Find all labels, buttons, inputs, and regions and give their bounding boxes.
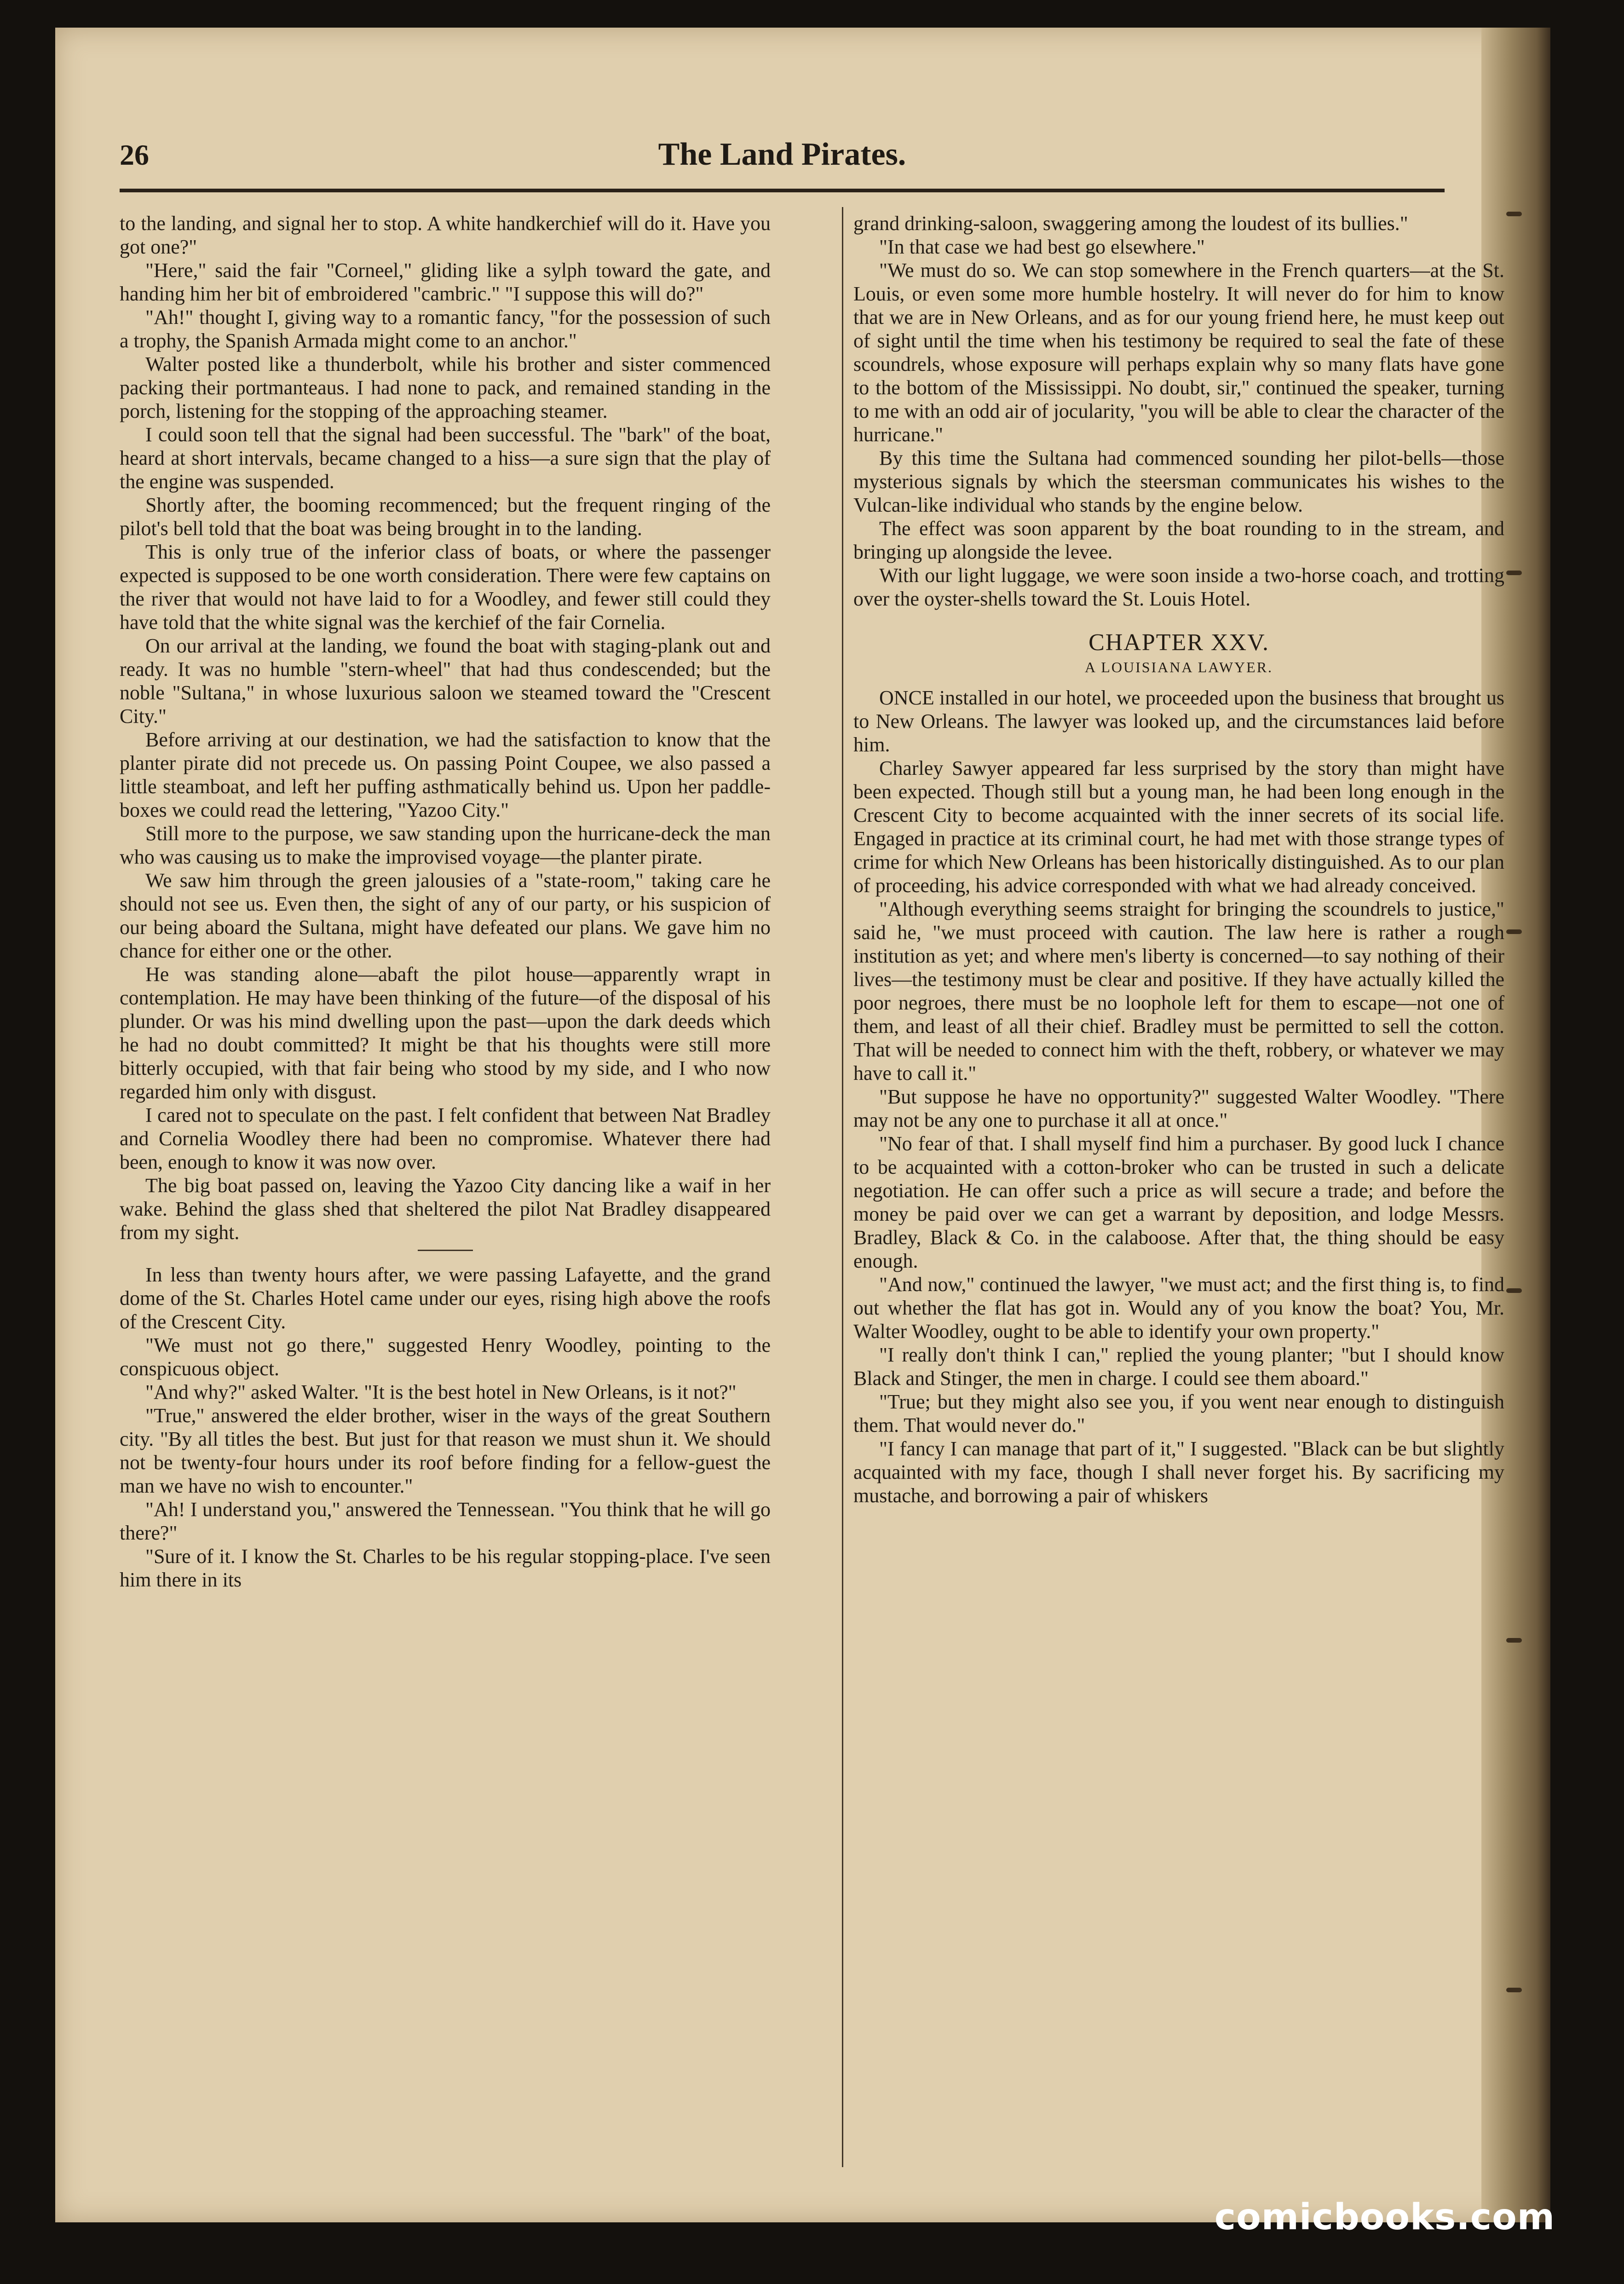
paragraph: The effect was soon apparent by the boat rounding to in the stream, and bringing up alongside the levee. — [853, 517, 1504, 563]
paragraph: "Although everything seems straight for bringing the scoundrels to justice," said he, "we must proceed with caution. The law here is rather a rough institution as yet; and where men's liberty is concerned—to say nothing of their lives—the testimony must be clear and positive. If they have actually killed the poor negroes, there must be no loophole left for them to escape—not one of them, and least of all their chief. Bradley must be permitted to sell the cotton. That will be needed to connect him with the theft, robbery, or whatever we may have to call it." — [853, 898, 1504, 1084]
binding-stitch — [1506, 1988, 1522, 1992]
paragraph: ONCE installed in our hotel, we proceeded upon the business that brought us to New Orleans. The lawyer was looked up, and the circumstances laid before him. — [853, 686, 1504, 756]
paragraph: "And why?" asked Walter. "It is the best hotel in New Orleans, is it not?" — [145, 1381, 737, 1403]
paragraph: to the landing, and signal her to stop. A white handkerchief will do it. Have you got one?" — [120, 212, 771, 258]
paragraph: "Ah! I understand you," answered the Tennessean. "You think that he will go there?" — [120, 1498, 771, 1544]
paragraph: "Ah!" thought I, giving way to a romantic fancy, "for the possession of such a trophy, the Spanish Armada might come to an anchor." — [120, 306, 771, 352]
section-break-rule — [418, 1250, 473, 1251]
right-column — [853, 212, 1504, 2181]
paragraph: "Here," said the fair "Corneel," gliding like a sylph toward the gate, and handing him her bit of embroidered "cambric." "I suppose this will do?" — [120, 259, 771, 305]
paragraph: Still more to the purpose, we saw standing upon the hurricane-deck the man who was causing us to make the improvised voyage—the planter pirate. — [120, 822, 771, 868]
paragraph: grand drinking-saloon, swaggering among the loudest of its bullies." — [853, 212, 1408, 235]
paragraph: "We must not go there," suggested Henry Woodley, pointing to the conspicuous object. — [120, 1334, 771, 1380]
running-title: The Land Pirates. — [658, 137, 906, 172]
binding-stitch — [1506, 1638, 1522, 1643]
paragraph: "We must do so. We can stop somewhere in the French quarters—at the St. Louis, or even some more humble hostelry. It will never do for him to know that we are in New Orleans, and as for our young friend here, he must keep out of sight until the time when his testimony be required to seal the fate of these scoundrels, whose exposure will perhaps explain why so many flats have gone to the bottom of the Mississippi. No doubt, sir," continued the speaker, turning to me with an odd air of jocularity, "you will be able to clear the character of the hurricane." — [853, 259, 1504, 446]
book-page — [55, 28, 1550, 2222]
paragraph: "True," answered the elder brother, wiser in the ways of the great Southern city. "By all titles the best. But just for that reason we must shun it. We should not be twenty-four hours under its roof before finding for a fellow-guest the man we have no wish to encounter." — [120, 1404, 771, 1497]
paragraph: With our light luggage, we were soon inside a two-horse coach, and trotting over the oyster-shells toward the St. Louis Hotel. — [853, 564, 1504, 610]
paragraph: Charley Sawyer appeared far less surprised by the story than might have been expected. Though still but a young man, he had been long enough in the Crescent City to become acquainted with the inner secrets of its social life. Engaged in practice at its criminal court, he had met with those strange types of crime for which New Orleans has been historically distinguished. As to our plan of proceeding, his advice corresponded with what we had already conceived. — [853, 757, 1504, 897]
left-column — [120, 212, 771, 2181]
column-divider — [842, 207, 843, 2167]
paragraph: We saw him through the green jalousies of a "state-room," taking care he should not see us. Even then, the sight of any of our party, or his suspicion of our being aboard the Sultana, might have defeated our plans. We gave him no chance for either one or the other. — [120, 869, 771, 962]
paragraph: "I fancy I can manage that part of it," I suggested. "Black can be but slightly acquainted with my face, though I shall never forget his. By sacrificing my mustache, and borrowing a pair of whiskers — [853, 1437, 1504, 1507]
paragraph: This is only true of the inferior class of boats, or where the passenger expected is supposed to be one worth consideration. There were few captains on the river that would not have laid to for a Woodley, and fewer still could they have told that the white signal was the kerchief of the fair Cornelia. — [120, 541, 771, 634]
page-number: 26 — [120, 138, 149, 171]
paragraph: "Sure of it. I know the St. Charles to be his regular stopping-place. I've seen him there in its — [120, 1545, 771, 1591]
paragraph: "But suppose he have no opportunity?" suggested Walter Woodley. "There may not be any one to purchase it all at once." — [853, 1085, 1504, 1131]
paragraph: By this time the Sultana had commenced sounding her pilot-bells—those mysterious signals by which the steersman communicates his wishes to the Vulcan-like individual who stands by the engine below. — [853, 447, 1504, 516]
binding-stitch — [1506, 571, 1522, 575]
paragraph: "In that case we had best go elsewhere." — [879, 236, 1205, 258]
paragraph: "I really don't think I can," replied the young planter; "but I should know Black and Stinger, the men in charge. I could see them aboard." — [853, 1344, 1504, 1390]
paragraph: "No fear of that. I shall myself find him a purchaser. By good luck I chance to be acquainted with a cotton-broker who can be trusted in such a delicate negotiation. He can offer such a price as will secure a trade; and before the money be paid over we can get a warrant by deposition, and lodge Messrs. Bradley, Black & Co. in the calaboose. After that, the thing should be easy enough. — [853, 1132, 1504, 1272]
paragraph: Walter posted like a thunderbolt, while his brother and sister commenced packing their portmanteaus. I had none to pack, and remained standing in the porch, listening for the stopping of the approaching steamer. — [120, 353, 771, 422]
chapter-title: CHAPTER XXV. — [1088, 629, 1269, 656]
paragraph: I cared not to speculate on the past. I felt confident that between Nat Bradley and Cornelia Woodley there had been no compromise. Whatever there had been, enough to know it was now over. — [120, 1104, 771, 1173]
site-watermark: comicbooks.com — [1214, 2197, 1555, 2238]
paragraph: The big boat passed on, leaving the Yazoo City dancing like a waif in her wake. Behind the glass shed that sheltered the pilot Nat Bradley disappeared from my sight. — [120, 1174, 771, 1244]
page-header — [120, 120, 1445, 192]
paragraph: "True; but they might also see you, if you went near enough to distinguish them. That would never do." — [853, 1390, 1504, 1436]
paragraph: In less than twenty hours after, we were passing Lafayette, and the grand dome of the St. Charles Hotel came under our eyes, rising high above the roofs of the Crescent City. — [120, 1263, 771, 1333]
paragraph: Shortly after, the booming recommenced; but the frequent ringing of the pilot's bell told that the boat was being brought in to the landing. — [120, 494, 771, 540]
paragraph: I could soon tell that the signal had been successful. The "bark" of the boat, heard at short intervals, became changed to a hiss—a sure sign that the play of the engine was suspended. — [120, 423, 771, 493]
binding-stitch — [1506, 929, 1522, 934]
binding-stitch — [1506, 212, 1522, 216]
chapter-subtitle: A LOUISIANA LAWYER. — [1084, 659, 1273, 675]
paragraph: On our arrival at the landing, we found the boat with staging-plank out and ready. It was no humble "stern-wheel" that had thus condescended; but the noble "Sultana," in whose luxurious saloon we steamed toward the "Crescent City." — [120, 634, 771, 727]
paragraph: "And now," continued the lawyer, "we must act; and the first thing is, to find out whether the flat has got in. Would any of you know the boat? You, Mr. Walter Woodley, ought to be able to identify your own property." — [853, 1273, 1504, 1343]
binding-stitch — [1506, 1288, 1522, 1293]
paragraph: He was standing alone—abaft the pilot house—apparently wrapt in contemplation. He may have been thinking of the future—of the disposal of his plunder. Or was his mind dwelling upon the past—upon the dark deeds which he had no doubt committed? It might be that his thoughts were still more bitterly occupied, with that fair being who stood by my side, and I who now regarded him only with disgust. — [120, 963, 771, 1103]
paragraph: Before arriving at our destination, we had the satisfaction to know that the planter pirate did not precede us. On passing Point Coupee, we also passed a little steamboat, and left her puffing asthmatically behind us. Upon her paddle-boxes we could read the lettering, "Yazoo City." — [120, 728, 771, 821]
